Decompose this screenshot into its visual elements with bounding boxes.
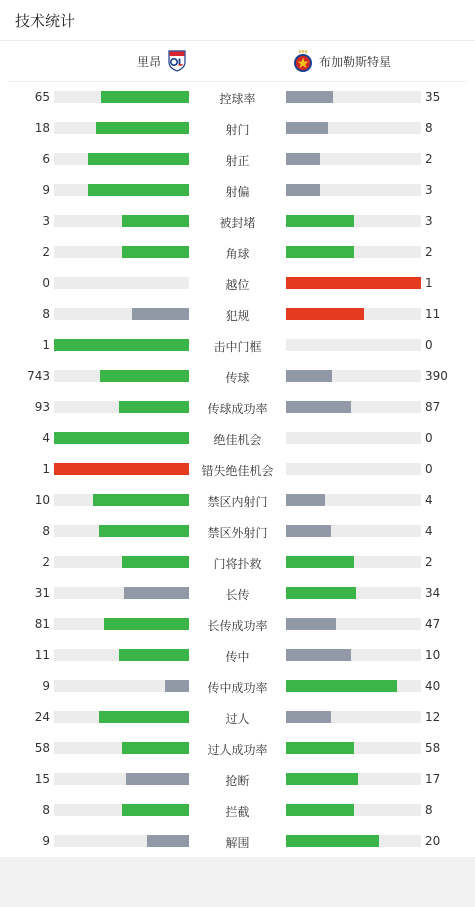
away-stat-bar-track [286, 122, 421, 134]
stat-row [0, 485, 475, 516]
away-stat-bar [286, 835, 379, 847]
home-stat-value: 8 [42, 307, 50, 321]
stat-row [0, 609, 475, 640]
away-stat-bar [286, 308, 364, 320]
home-stat-bar [132, 308, 189, 320]
teams-header [8, 41, 466, 82]
home-stat-bar-track [54, 122, 189, 134]
stat-label: 击中门框 [213, 340, 262, 354]
away-stat-bar [286, 587, 356, 599]
home-stat-bar-track [54, 525, 189, 537]
home-stat-value: 4 [42, 431, 50, 445]
away-stat-value: 12 [425, 710, 441, 724]
stat-row [0, 671, 475, 702]
home-stat-value: 8 [42, 803, 50, 817]
stat-row [0, 764, 475, 795]
away-stat-bar-track [286, 153, 421, 165]
away-stat-bar-track [286, 835, 421, 847]
home-stat-bar [54, 432, 189, 444]
stat-label: 传球 [225, 371, 250, 385]
away-stat-value: 4 [425, 524, 433, 538]
away-stat-bar-track [286, 463, 421, 475]
away-stat-bar [286, 742, 354, 754]
home-stat-value: 10 [34, 493, 50, 507]
away-stat-bar-track [286, 308, 421, 320]
stat-row [0, 299, 475, 330]
away-stat-value: 17 [425, 772, 441, 786]
home-stat-value: 31 [34, 586, 50, 600]
away-stat-bar [286, 91, 333, 103]
away-stat-bar [286, 246, 354, 258]
title-bar [0, 0, 475, 41]
away-stat-bar-track [286, 184, 421, 196]
stat-label: 角球 [225, 247, 250, 261]
home-stat-bar [126, 773, 189, 785]
stat-row [0, 113, 475, 144]
stat-row [0, 330, 475, 361]
home-stat-value: 65 [34, 90, 50, 104]
home-stat-bar [96, 122, 189, 134]
home-stat-bar [104, 618, 189, 630]
away-stat-bar-track [286, 742, 421, 754]
home-stat-bar-track [54, 215, 189, 227]
away-stat-bar [286, 122, 328, 134]
stat-row [0, 733, 475, 764]
home-stat-bar [54, 339, 189, 351]
home-stat-value: 81 [34, 617, 50, 631]
home-team-name: 里昂 [136, 54, 161, 69]
stat-label: 被封堵 [219, 216, 256, 230]
home-stat-value: 0 [42, 276, 50, 290]
home-stat-bar [147, 835, 189, 847]
away-stat-bar [286, 773, 358, 785]
away-stat-value: 0 [425, 462, 433, 476]
home-stat-bar-track [54, 370, 189, 382]
stat-label: 射门 [225, 123, 250, 137]
away-stat-value: 87 [425, 400, 441, 414]
home-stat-bar [54, 463, 189, 475]
stat-row [0, 175, 475, 206]
stat-row [0, 423, 475, 454]
stat-label: 门将扑救 [213, 557, 262, 571]
away-stat-bar [286, 370, 332, 382]
away-stat-value: 8 [425, 803, 433, 817]
stat-row [0, 547, 475, 578]
away-stat-value: 2 [425, 245, 433, 259]
home-team[interactable] [137, 49, 189, 73]
away-team-name: 布加勒斯特星 [319, 54, 392, 69]
home-stat-bar-track [54, 91, 189, 103]
away-team[interactable] [291, 49, 391, 73]
home-stat-bar-track [54, 618, 189, 630]
away-stat-value: 10 [425, 648, 441, 662]
home-stat-value: 9 [42, 834, 50, 848]
home-stat-bar-track [54, 184, 189, 196]
home-stat-bar-track [54, 494, 189, 506]
stat-label: 犯规 [225, 309, 250, 323]
stat-row [0, 795, 475, 826]
away-stat-bar-track [286, 215, 421, 227]
home-stat-value: 1 [42, 462, 50, 476]
home-stat-value: 58 [34, 741, 50, 755]
stat-label: 传中 [225, 650, 250, 664]
away-stat-value: 1 [425, 276, 433, 290]
stat-label: 过人 [225, 712, 250, 726]
home-stat-bar [119, 649, 189, 661]
stat-label: 长传 [225, 588, 250, 602]
home-stat-bar-track [54, 463, 189, 475]
home-stat-bar-track [54, 587, 189, 599]
away-stat-value: 0 [425, 338, 433, 352]
away-stat-bar-track [286, 680, 421, 692]
away-stat-bar-track [286, 494, 421, 506]
away-stat-bar-track [286, 587, 421, 599]
home-stat-value: 9 [42, 183, 50, 197]
away-stat-value: 2 [425, 555, 433, 569]
away-stat-bar-track [286, 277, 421, 289]
home-stat-bar-track [54, 835, 189, 847]
home-stat-bar-track [54, 246, 189, 258]
stat-row [0, 144, 475, 175]
stat-label: 传球成功率 [207, 402, 268, 416]
stat-label: 错失绝佳机会 [201, 464, 274, 478]
home-stat-value: 93 [34, 400, 50, 414]
home-stat-bar-track [54, 556, 189, 568]
away-stat-value: 35 [425, 90, 441, 104]
away-stat-value: 3 [425, 183, 433, 197]
home-stat-bar [88, 153, 189, 165]
home-stat-bar-track [54, 804, 189, 816]
steaua-crest-icon [291, 49, 315, 73]
stat-label: 解围 [225, 836, 250, 850]
stat-row [0, 82, 475, 113]
away-stat-value: 20 [425, 834, 441, 848]
stat-label: 越位 [225, 278, 250, 292]
stat-label: 射偏 [225, 185, 250, 199]
stat-row [0, 702, 475, 733]
away-stat-bar [286, 153, 320, 165]
stat-row [0, 237, 475, 268]
home-stat-bar-track [54, 773, 189, 785]
home-stat-bar [88, 184, 189, 196]
home-stat-bar [122, 246, 190, 258]
home-stat-value: 9 [42, 679, 50, 693]
away-stat-bar [286, 649, 351, 661]
away-stat-bar-track [286, 556, 421, 568]
home-stat-bar [93, 494, 189, 506]
away-stat-bar-track [286, 91, 421, 103]
home-stat-bar-track [54, 711, 189, 723]
away-stat-bar-track [286, 432, 421, 444]
home-stat-bar [122, 556, 190, 568]
away-stat-bar [286, 680, 397, 692]
away-stat-value: 58 [425, 741, 441, 755]
home-stat-value: 1 [42, 338, 50, 352]
stat-row [0, 268, 475, 299]
stat-row [0, 640, 475, 671]
away-stat-bar-track [286, 711, 421, 723]
home-stat-bar [122, 215, 190, 227]
home-stat-bar-track [54, 401, 189, 413]
page-title: 技术统计 [15, 12, 76, 30]
away-stat-bar-track [286, 339, 421, 351]
away-stat-bar [286, 618, 336, 630]
away-stat-bar [286, 711, 331, 723]
away-stat-bar-track [286, 401, 421, 413]
home-stat-bar [101, 91, 189, 103]
home-stat-value: 3 [42, 214, 50, 228]
away-stat-bar [286, 277, 421, 289]
stat-row [0, 392, 475, 423]
home-stat-bar [165, 680, 189, 692]
home-stat-bar [122, 804, 190, 816]
stat-row [0, 454, 475, 485]
away-stat-value: 34 [425, 586, 441, 600]
away-stat-bar-track [286, 804, 421, 816]
home-stat-bar [119, 401, 189, 413]
home-stat-bar-track [54, 432, 189, 444]
stat-label: 传中成功率 [207, 681, 268, 695]
home-stat-value: 24 [34, 710, 50, 724]
home-stat-value: 2 [42, 555, 50, 569]
home-stat-bar [122, 742, 190, 754]
home-stat-bar-track [54, 680, 189, 692]
stat-label: 长传成功率 [207, 619, 268, 633]
away-stat-value: 8 [425, 121, 433, 135]
away-stat-bar-track [286, 618, 421, 630]
stat-label: 抢断 [225, 774, 250, 788]
stat-row [0, 826, 475, 857]
away-stat-value: 40 [425, 679, 441, 693]
home-stat-bar [99, 525, 189, 537]
away-stat-value: 0 [425, 431, 433, 445]
home-stat-bar-track [54, 153, 189, 165]
away-stat-bar [286, 804, 354, 816]
stat-label: 禁区内射门 [207, 495, 268, 509]
stat-label: 控球率 [219, 92, 256, 106]
stat-row [0, 361, 475, 392]
away-stat-bar [286, 184, 320, 196]
away-stat-bar [286, 525, 331, 537]
away-stat-value: 3 [425, 214, 433, 228]
home-stat-value: 8 [42, 524, 50, 538]
home-stat-value: 11 [34, 648, 50, 662]
stat-row [0, 578, 475, 609]
away-stat-bar [286, 215, 354, 227]
home-stat-value: 6 [42, 152, 50, 166]
home-stat-value: 15 [34, 772, 50, 786]
stat-label: 禁区外射门 [207, 526, 268, 540]
stats-list [0, 82, 475, 857]
away-stat-bar-track [286, 246, 421, 258]
away-stat-value: 47 [425, 617, 441, 631]
home-stat-bar [124, 587, 189, 599]
stat-label: 绝佳机会 [213, 433, 262, 447]
away-stat-value: 390 [425, 369, 448, 383]
stat-label: 射正 [225, 154, 250, 168]
home-stat-value: 2 [42, 245, 50, 259]
home-stat-value: 18 [34, 121, 50, 135]
away-stat-bar [286, 494, 325, 506]
lyon-crest-icon [165, 49, 189, 73]
home-stat-bar [100, 370, 189, 382]
home-stat-value: 743 [27, 369, 50, 383]
home-stat-bar [99, 711, 189, 723]
home-stat-bar-track [54, 649, 189, 661]
home-stat-bar-track [54, 277, 189, 289]
away-stat-bar-track [286, 773, 421, 785]
away-stat-bar-track [286, 370, 421, 382]
away-stat-value: 2 [425, 152, 433, 166]
stat-row [0, 206, 475, 237]
stat-label: 拦截 [225, 805, 250, 819]
home-stat-bar-track [54, 308, 189, 320]
home-stat-bar-track [54, 339, 189, 351]
stat-row [0, 516, 475, 547]
stat-label: 过人成功率 [207, 743, 268, 757]
away-stat-value: 11 [425, 307, 441, 321]
away-stat-value: 4 [425, 493, 433, 507]
away-stat-bar-track [286, 525, 421, 537]
away-stat-bar [286, 401, 351, 413]
away-stat-bar [286, 556, 354, 568]
home-stat-bar-track [54, 742, 189, 754]
away-stat-bar-track [286, 649, 421, 661]
